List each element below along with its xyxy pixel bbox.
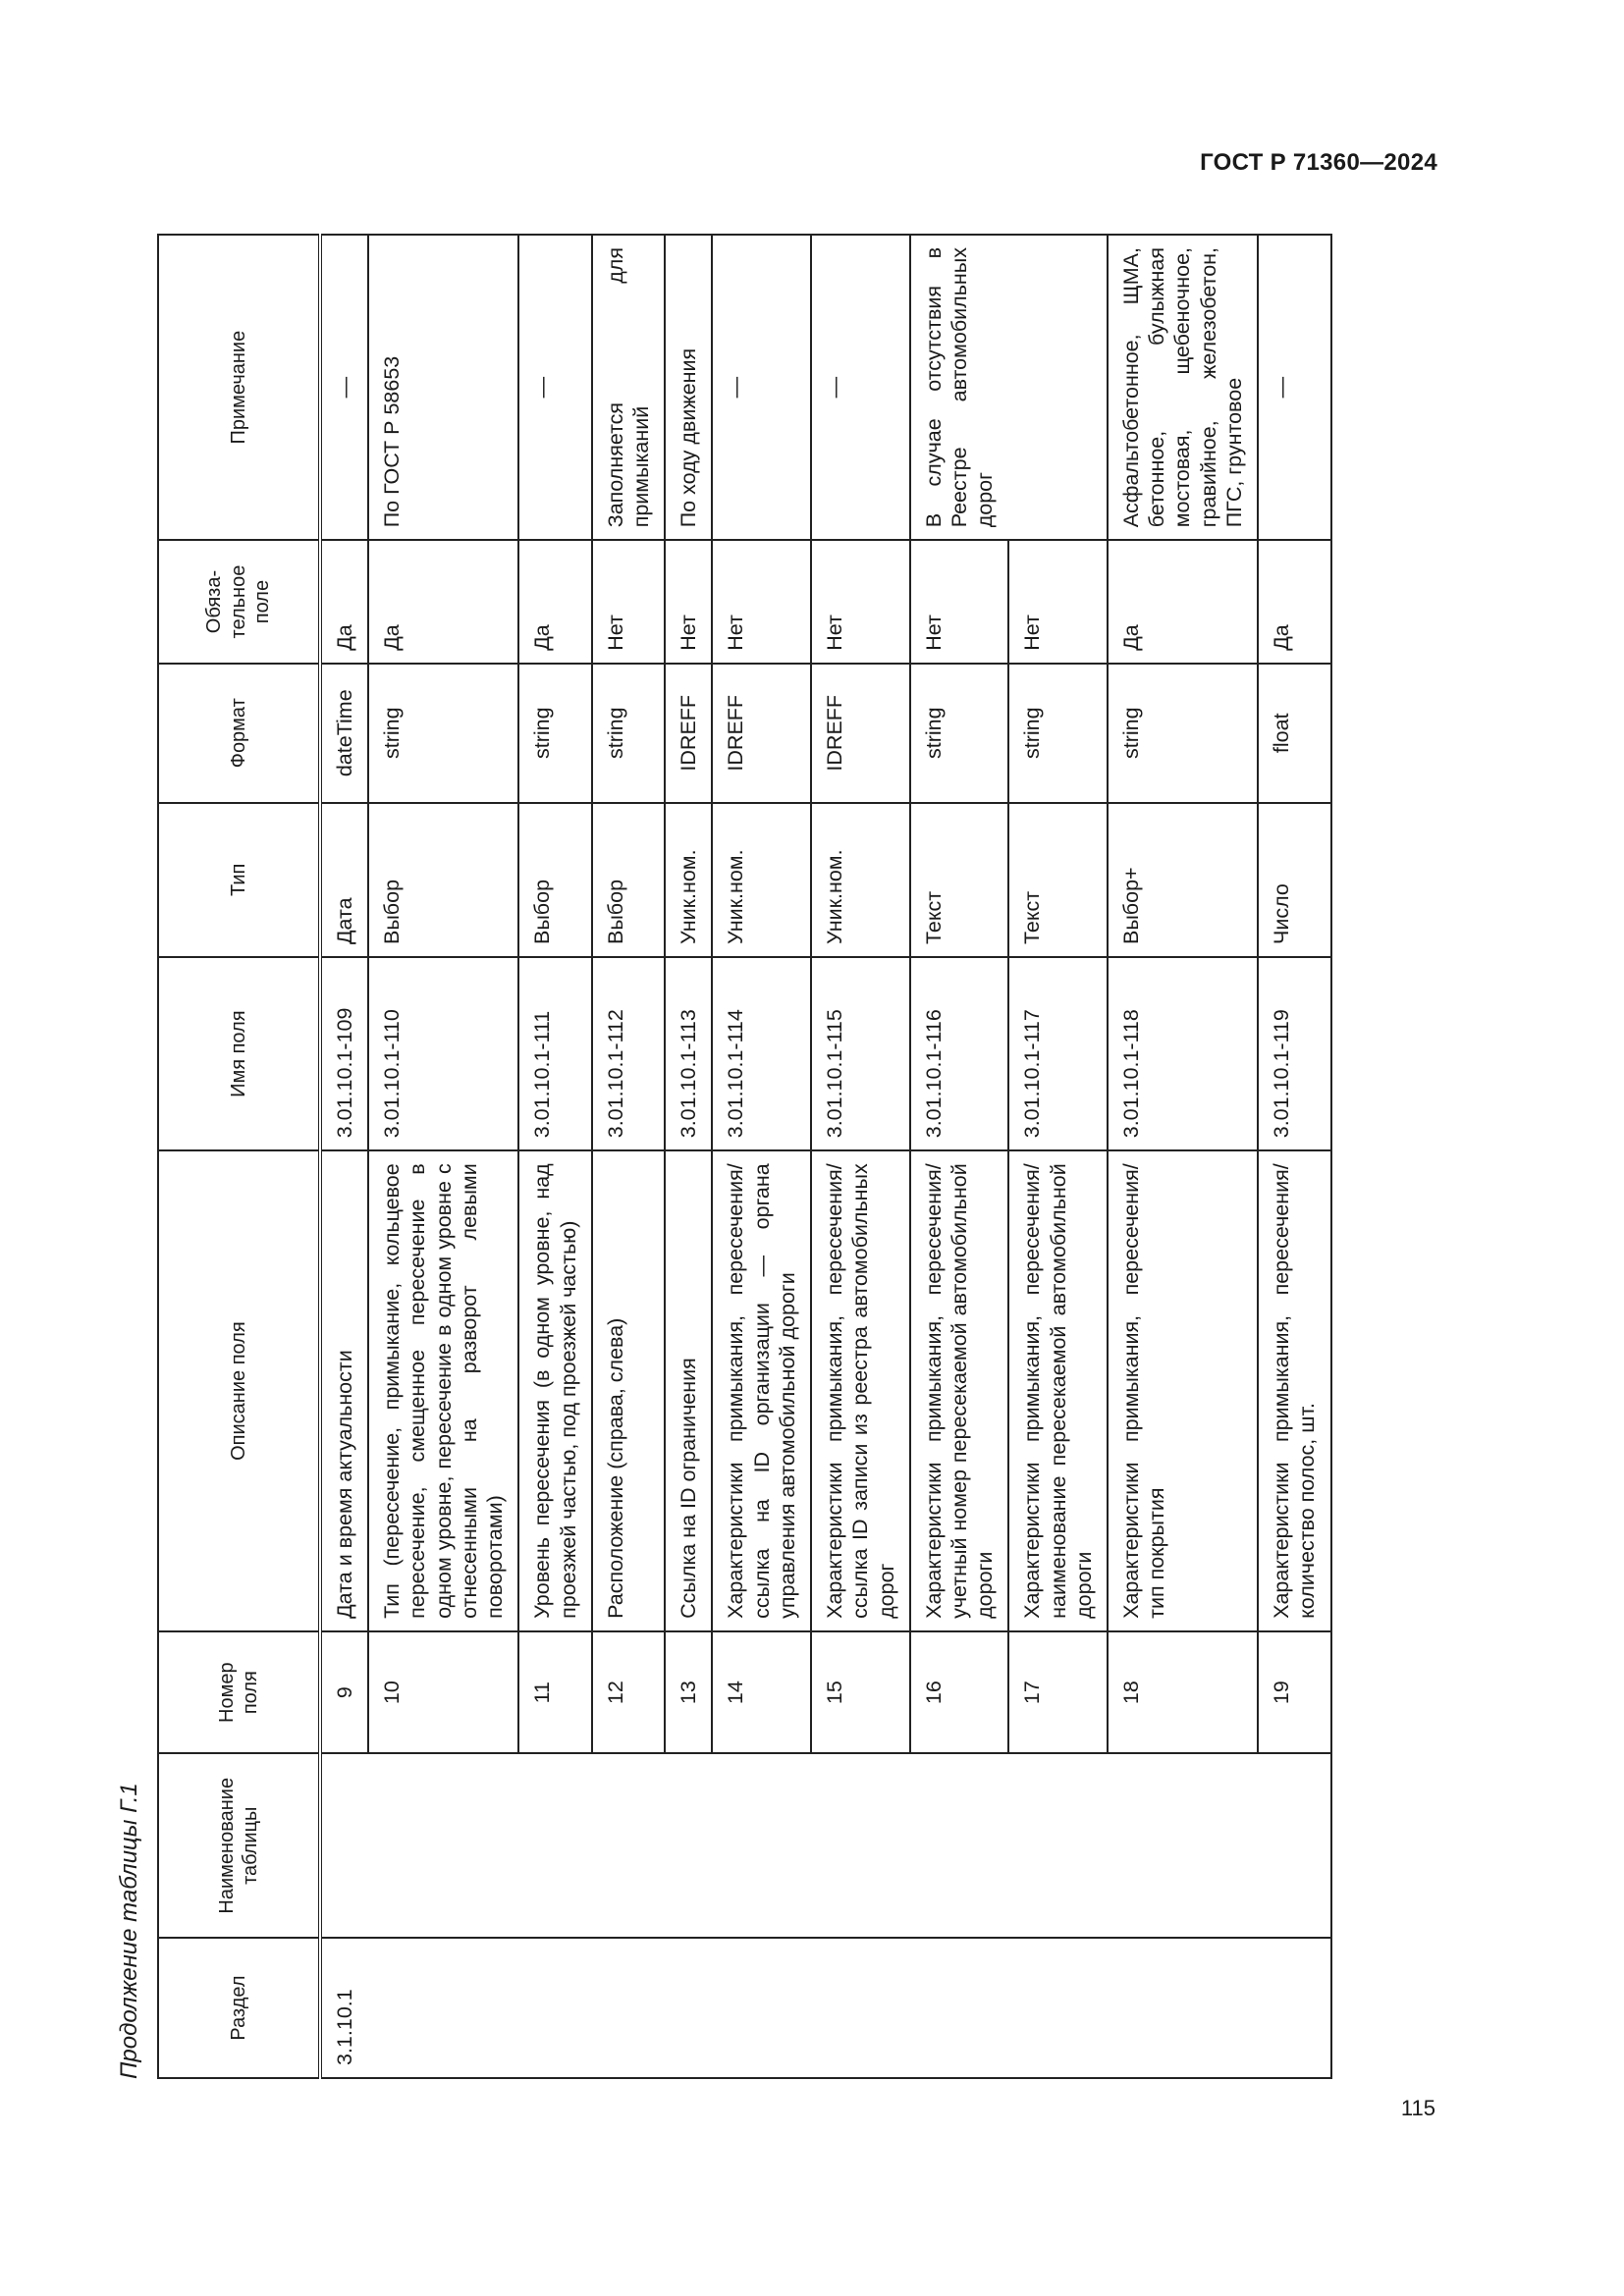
cell-format: string (1108, 664, 1258, 803)
table-body (320, 235, 1331, 2078)
cell-table-name (320, 1753, 1331, 1938)
cell-field-name: 3.01.10.1-119 (1258, 957, 1330, 1150)
cell-format: IDREFF (811, 664, 910, 803)
cell-field-name: 3.01.10.1-112 (592, 957, 665, 1150)
cell-type: Выбор (592, 803, 665, 957)
cell-field-name: 3.01.10.1-116 (910, 957, 1009, 1150)
cell-field-name: 3.01.10.1-115 (811, 957, 910, 1150)
cell-field-number: 16 (910, 1631, 1009, 1754)
cell-type: Уник.ном. (811, 803, 910, 957)
cell-required: Нет (910, 540, 1009, 663)
data-table (157, 234, 1332, 2079)
cell-type: Число (1258, 803, 1330, 957)
cell-format: float (1258, 664, 1330, 803)
cell-type: Выбор (368, 803, 518, 957)
cell-required: Да (320, 540, 368, 663)
cell-description: Расположение (справа, слева) (592, 1150, 665, 1631)
cell-note: Заполняется для примыканий (592, 235, 665, 540)
cell-field-number: 12 (592, 1631, 665, 1754)
cell-type: Текст (910, 803, 1009, 957)
header-field-number: Номер поля (158, 1631, 320, 1754)
cell-note: По ходу движения (665, 235, 712, 540)
header-description: Описание поля (158, 1150, 320, 1631)
cell-field-number: 18 (1108, 1631, 1258, 1754)
cell-field-number: 17 (1008, 1631, 1108, 1754)
document-standard-id: ГОСТ Р 71360—2024 (1200, 149, 1437, 176)
header-field-name: Имя поля (158, 957, 320, 1150)
cell-required: Да (1108, 540, 1258, 663)
cell-format: dateTime (320, 664, 368, 803)
cell-description: Характеристики примыкания, пересечения/ссылка ID записи из реестра автомобильных дорог (811, 1150, 910, 1631)
cell-type: Уник.ном. (665, 803, 712, 957)
cell-format: string (518, 664, 591, 803)
cell-required: Да (518, 540, 591, 663)
header-table-name: Наименование таблицы (158, 1753, 320, 1938)
cell-note: По ГОСТ Р 58653 (368, 235, 518, 540)
header-razdel: Раздел (158, 1938, 320, 2078)
cell-type: Выбор+ (1108, 803, 1258, 957)
cell-field-name: 3.01.10.1-110 (368, 957, 518, 1150)
cell-field-number: 9 (320, 1631, 368, 1754)
cell-note: — (712, 235, 811, 540)
cell-note: — (320, 235, 368, 540)
cell-required: Да (1258, 540, 1330, 663)
cell-type: Текст (1008, 803, 1108, 957)
cell-note: Асфальтобетонное, ЩМА, бетонное, булыжная мостовая, щебеночное, гравийное, железобетон, ПГС, грунтовое (1108, 235, 1258, 540)
cell-description: Характеристики примыкания, пересечения/количество полос, шт. (1258, 1150, 1330, 1631)
cell-note: — (811, 235, 910, 540)
cell-description: Тип (пересечение, примыкание, кольцевое пересечение, смещенное пересечение в одном уровне, пересечение в одном уровне с отнесенными на разворот левыми поворотами) (368, 1150, 518, 1631)
cell-description: Уровень пересечения (в одном уровне, над проезжей частью, под проезжей частью) (518, 1150, 591, 1631)
cell-type: Уник.ном. (712, 803, 811, 957)
cell-field-name: 3.01.10.1-114 (712, 957, 811, 1150)
cell-note: В случае отсутствия в Реестре автомобильных дорог (910, 235, 1108, 540)
cell-field-number: 11 (518, 1631, 591, 1754)
cell-required: Нет (712, 540, 811, 663)
cell-razdel: 3.1.10.1 (320, 1938, 1331, 2078)
cell-field-name: 3.01.10.1-113 (665, 957, 712, 1150)
cell-required: Нет (811, 540, 910, 663)
table-header-row (158, 235, 320, 2078)
cell-format: string (592, 664, 665, 803)
table-caption: Продолжение таблицы Г.1 (116, 1783, 142, 2079)
cell-description: Характеристики примыкания, пересечения/наименование пересекаемой автомобильной дороги (1008, 1150, 1108, 1631)
header-format: Формат (158, 664, 320, 803)
cell-field-name: 3.01.10.1-109 (320, 957, 368, 1150)
rotated-table-area (116, 224, 1392, 2079)
cell-note: — (518, 235, 591, 540)
cell-field-number: 19 (1258, 1631, 1330, 1754)
table-row (320, 235, 368, 2078)
cell-field-name: 3.01.10.1-111 (518, 957, 591, 1150)
cell-field-number: 13 (665, 1631, 712, 1754)
cell-description: Характеристики примыкания, пересечения/тип покрытия (1108, 1150, 1258, 1631)
cell-field-number: 10 (368, 1631, 518, 1754)
cell-type: Выбор (518, 803, 591, 957)
cell-format: string (910, 664, 1009, 803)
header-required: Обяза-тельное поле (158, 540, 320, 663)
cell-note: — (1258, 235, 1330, 540)
cell-field-name: 3.01.10.1-117 (1008, 957, 1108, 1150)
cell-format: IDREFF (665, 664, 712, 803)
cell-description: Характеристики примыкания, пересечения/учетный номер пересекаемой автомобильной дороги (910, 1150, 1009, 1631)
cell-description: Характеристики примыкания, пересечения/ссылка на ID организации — органа управления автомобильной дороги (712, 1150, 811, 1631)
header-note: Примечание (158, 235, 320, 540)
cell-field-name: 3.01.10.1-118 (1108, 957, 1258, 1150)
header-type: Тип (158, 803, 320, 957)
cell-type: Дата (320, 803, 368, 957)
cell-format: string (368, 664, 518, 803)
cell-field-number: 14 (712, 1631, 811, 1754)
cell-description: Дата и время актуальности (320, 1150, 368, 1631)
cell-format: IDREFF (712, 664, 811, 803)
page-number: 115 (1400, 2096, 1435, 2120)
cell-required: Нет (1008, 540, 1108, 663)
cell-required: Да (368, 540, 518, 663)
cell-required: Нет (665, 540, 712, 663)
cell-field-number: 15 (811, 1631, 910, 1754)
cell-description: Ссылка на ID ограничения (665, 1150, 712, 1631)
cell-format: string (1008, 664, 1108, 803)
cell-required: Нет (592, 540, 665, 663)
